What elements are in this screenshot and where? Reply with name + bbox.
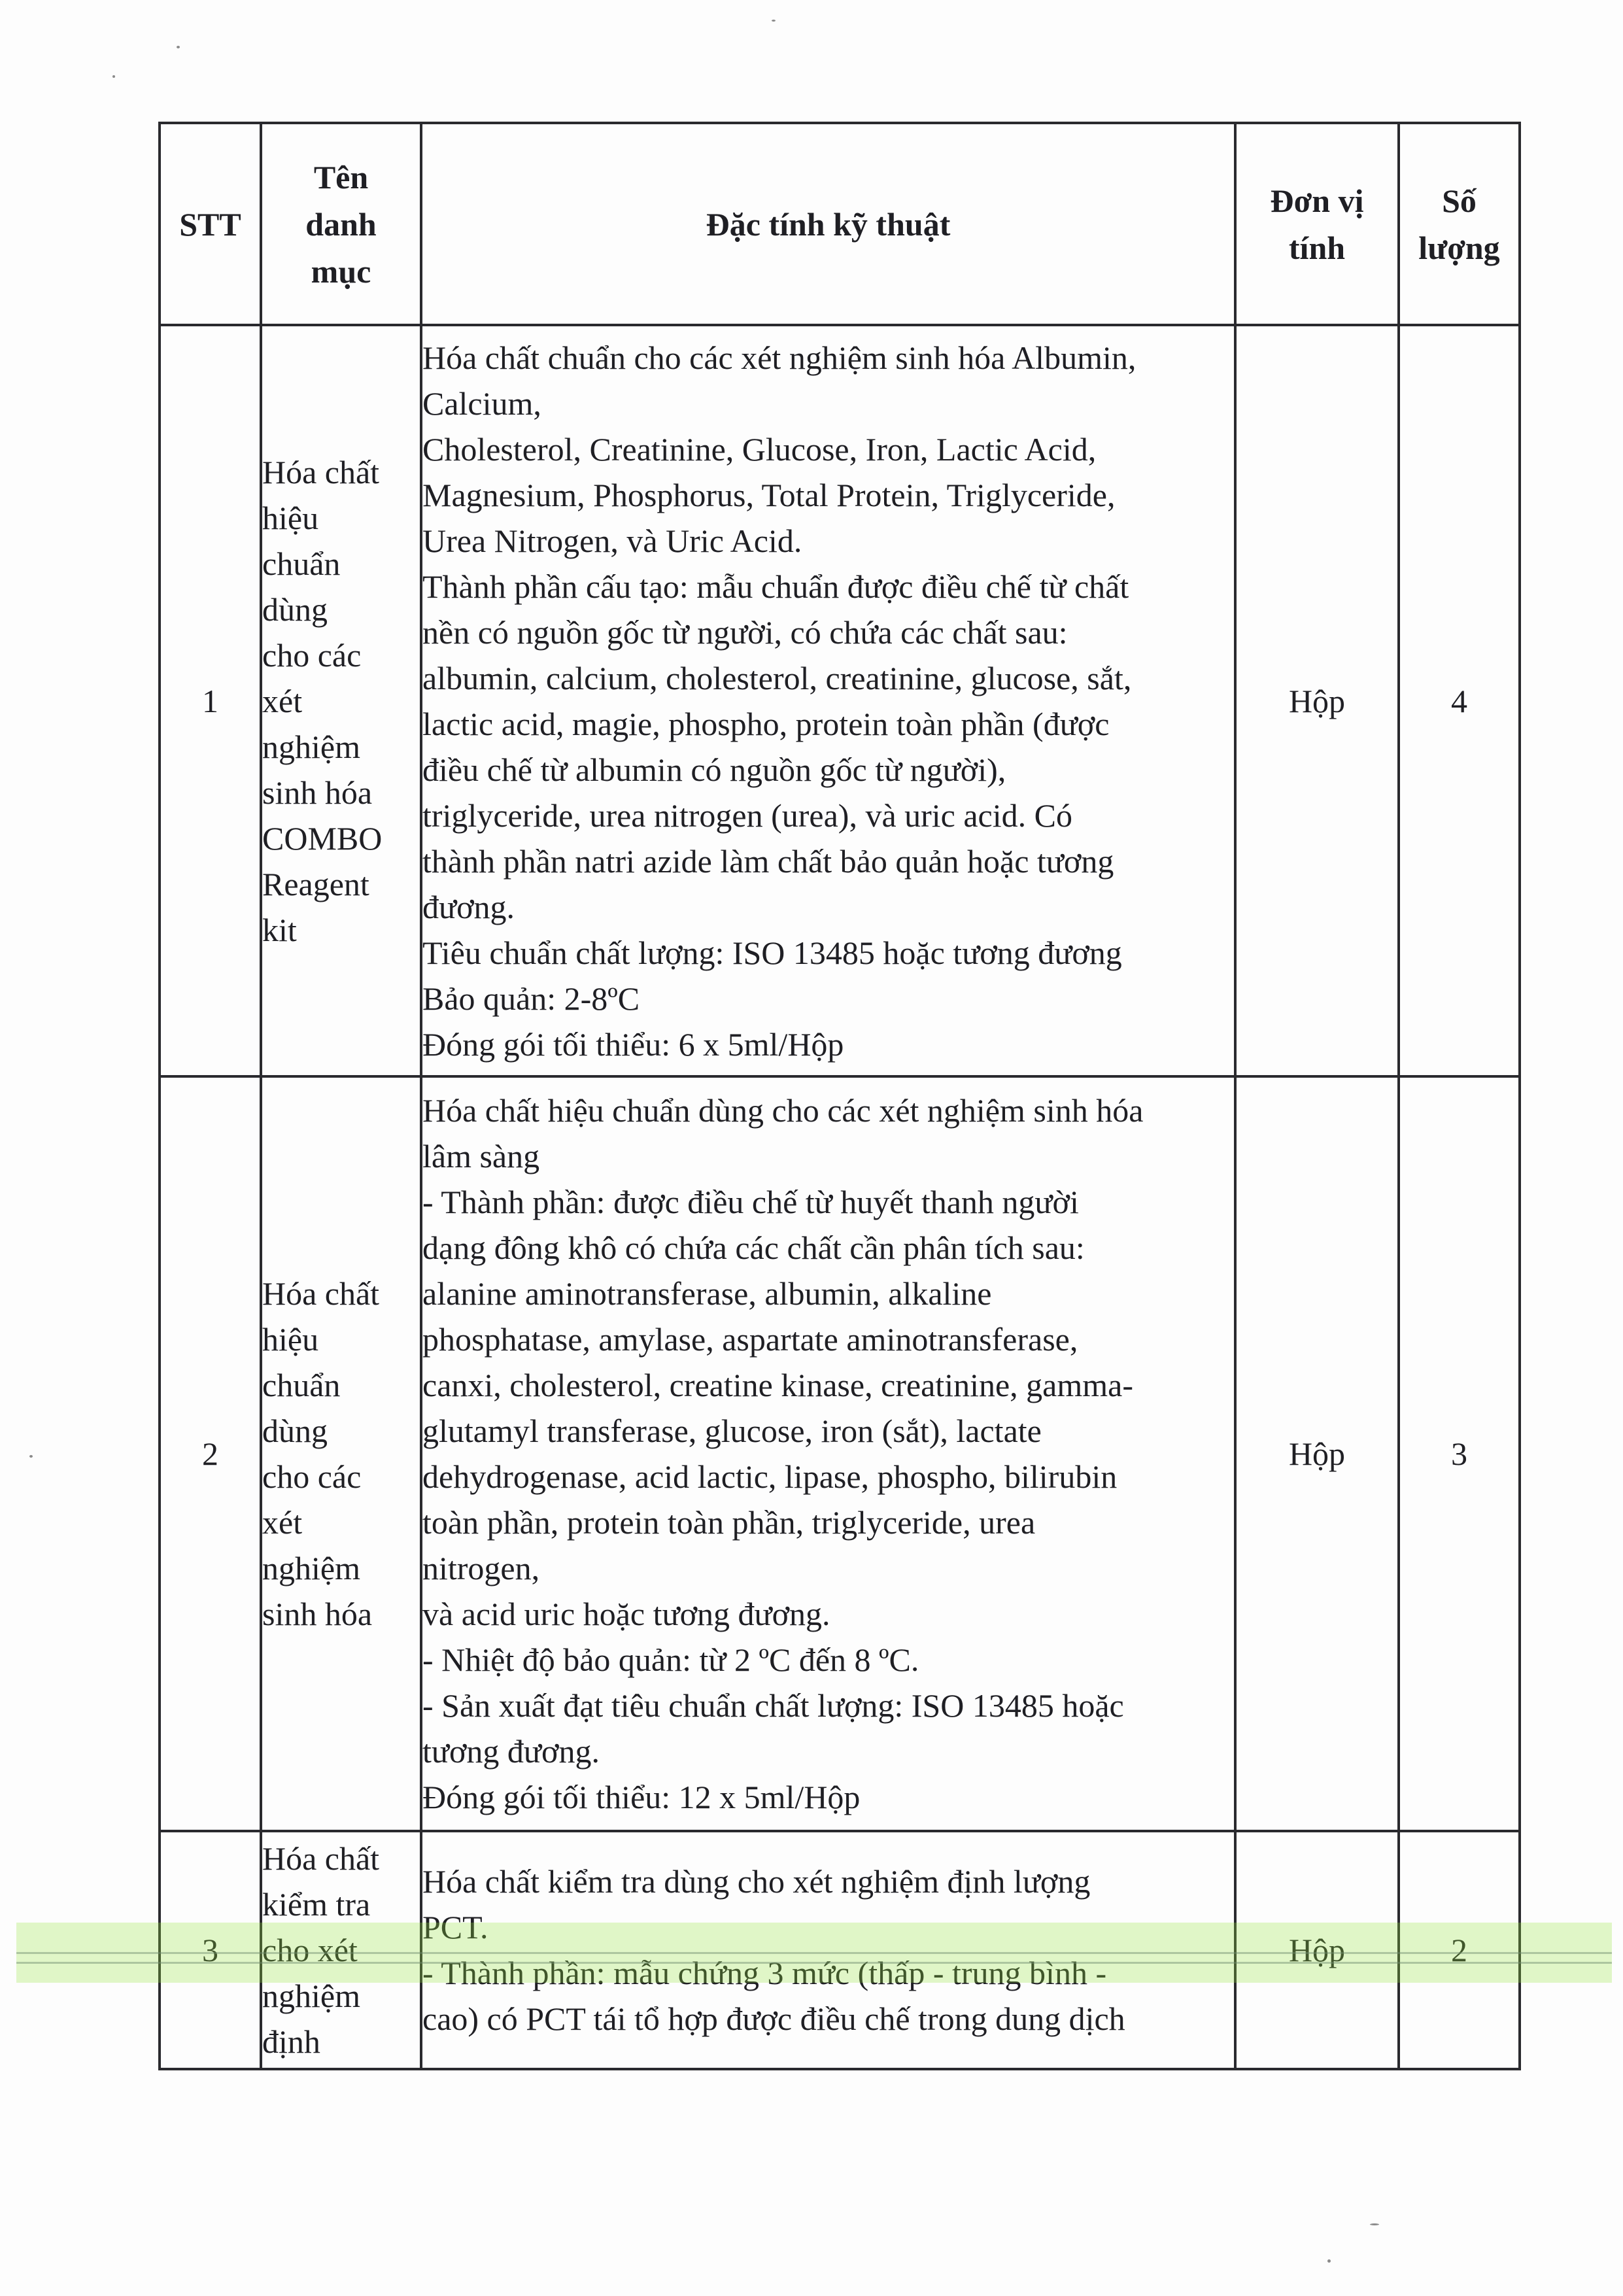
name-line: Reagent	[262, 865, 369, 902]
name-line: Hóa chất	[262, 1840, 380, 1877]
name-line: Hóa chất	[262, 1275, 380, 1312]
spec-line: dehydrogenase, acid lactic, lipase, phospho, bilirubin	[422, 1458, 1118, 1495]
spec-line: tương đương.	[422, 1733, 600, 1770]
row-name	[261, 1076, 421, 1831]
spec-line: Đóng gói tối thiểu: 12 x 5ml/Hộp	[422, 1779, 861, 1815]
scan-speck	[29, 1455, 33, 1458]
name-line: hiệu	[262, 1321, 319, 1358]
name-line: xét	[262, 1504, 303, 1541]
spec-line: phosphatase, amylase, aspartate aminotransferase,	[422, 1321, 1078, 1358]
row-qty: 2	[1399, 1831, 1520, 2069]
spec-line: Thành phần cấu tạo: mẫu chuẩn được điều chế từ chất	[422, 568, 1129, 605]
spec-line: albumin, calcium, cholesterol, creatinine, glucose, sắt,	[422, 659, 1132, 696]
header-spec: Đặc tính kỹ thuật	[421, 123, 1235, 325]
spec-line: - Sản xuất đạt tiêu chuẩn chất lượng: ISO 13485 hoặc	[422, 1687, 1124, 1724]
name-line: Hóa chất	[262, 453, 380, 490]
name-line: chuẩn	[262, 545, 341, 582]
spec-line: dạng đông khô có chứa các chất cần phân tích sau:	[422, 1229, 1085, 1266]
row-unit: Hộp	[1235, 325, 1399, 1076]
spec-line: lactic acid, magie, phospho, protein toàn phần (được	[422, 705, 1110, 742]
scan-speck	[177, 46, 180, 48]
spec-line: Bảo quản: 2-8ºC	[422, 980, 640, 1017]
spec-line: Cholesterol, Creatinine, Glucose, Iron, Lactic Acid,	[422, 430, 1097, 468]
spec-line: Urea Nitrogen, và Uric Acid.	[422, 522, 802, 559]
specification-table	[158, 122, 1521, 2070]
spec-line: - Thành phần: được điều chế từ huyết thanh người	[422, 1184, 1079, 1220]
row-stt: 1	[160, 325, 261, 1076]
scan-speck	[112, 75, 115, 78]
spec-line: Calcium,	[422, 385, 541, 422]
header-qty-line: lượng	[1418, 229, 1500, 266]
spec-line: đương.	[422, 888, 515, 925]
spec-line: Hóa chất hiệu chuẩn dùng cho các xét nghiệm sinh hóa	[422, 1092, 1144, 1129]
header-name-line: danh	[305, 205, 377, 243]
table-row	[160, 1831, 1520, 2069]
spec-line: Hóa chất kiểm tra dùng cho xét nghiệm định lượng	[422, 1863, 1091, 1900]
header-name-line: mục	[311, 252, 371, 290]
name-line: nghiệm	[262, 728, 360, 765]
spec-line: toàn phần, protein toàn phần, triglyceride, urea	[422, 1504, 1036, 1541]
row-spec	[421, 1076, 1235, 1831]
scan-speck	[772, 20, 776, 22]
name-line: COMBO	[262, 819, 383, 857]
name-line: nghiệm	[262, 1978, 360, 2014]
scan-speck	[1327, 2259, 1331, 2263]
row-name	[261, 325, 421, 1076]
name-line: nghiệm	[262, 1550, 360, 1586]
header-stt: STT	[160, 123, 261, 325]
name-line: chuẩn	[262, 1367, 341, 1403]
name-line: xét	[262, 682, 303, 719]
spec-line: nền có nguồn gốc từ người, có chứa các chất sau:	[422, 613, 1068, 651]
row-qty: 3	[1399, 1076, 1520, 1831]
spec-line: cao) có PCT tái tổ hợp được điều chế trong dung dịch	[422, 2000, 1125, 2037]
spec-line: Tiêu chuẩn chất lượng: ISO 13485 hoặc tương đương	[422, 934, 1122, 971]
spec-line: Magnesium, Phosphorus, Total Protein, Triglyceride,	[422, 476, 1116, 513]
name-line: dùng	[262, 1413, 328, 1449]
spec-line: điều chế từ albumin có nguồn gốc từ người),	[422, 751, 1006, 788]
name-line: hiệu	[262, 499, 319, 536]
name-line: định	[262, 2023, 320, 2060]
row-spec	[421, 1831, 1235, 2069]
table-row	[160, 325, 1520, 1076]
name-line: kit	[262, 911, 297, 948]
row-unit: Hộp	[1235, 1076, 1399, 1831]
spec-line: thành phần natri azide làm chất bảo quản hoặc tương	[422, 842, 1114, 880]
spec-line: - Nhiệt độ bảo quản: từ 2 ºC đến 8 ºC.	[422, 1641, 919, 1678]
name-line: cho xét	[262, 1932, 358, 1968]
name-line: sinh hóa	[262, 774, 373, 811]
name-line: dùng	[262, 591, 328, 628]
spec-line: Đóng gói tối thiểu: 6 x 5ml/Hộp	[422, 1025, 844, 1063]
row-stt: 2	[160, 1076, 261, 1831]
spec-line: và acid uric hoặc tương đương.	[422, 1596, 830, 1632]
name-line: sinh hóa	[262, 1596, 373, 1632]
spec-line: glutamyl transferase, glucose, iron (sắt), lactate	[422, 1413, 1042, 1449]
header-unit-line: Đơn vị	[1270, 182, 1364, 219]
spec-line: triglyceride, urea nitrogen (urea), và uric acid. Có	[422, 797, 1072, 834]
table-row	[160, 1076, 1520, 1831]
name-line: cho các	[262, 636, 362, 674]
row-spec	[421, 325, 1235, 1076]
header-qty-line: Số	[1442, 182, 1477, 219]
header-unit-line: tính	[1288, 229, 1346, 266]
spec-line: lâm sàng	[422, 1138, 540, 1174]
name-line: cho các	[262, 1458, 362, 1495]
spec-line: PCT.	[422, 1909, 488, 1945]
spec-line: nitrogen,	[422, 1550, 540, 1586]
spec-line: canxi, cholesterol, creatine kinase, creatinine, gamma-	[422, 1367, 1133, 1403]
row-qty: 4	[1399, 325, 1520, 1076]
header-row	[160, 123, 1520, 325]
header-name-line: Tên	[313, 158, 369, 196]
name-line: kiểm tra	[262, 1886, 371, 1923]
row-stt: 3	[160, 1831, 261, 2069]
header-name	[261, 123, 421, 325]
spec-line: - Thành phần: mẫu chứng 3 mức (thấp - trung bình -	[422, 1955, 1107, 1991]
row-name	[261, 1831, 421, 2069]
spec-line: alanine aminotransferase, albumin, alkaline	[422, 1275, 992, 1312]
scan-speck	[1370, 2223, 1379, 2225]
header-unit	[1235, 123, 1399, 325]
row-unit: Hộp	[1235, 1831, 1399, 2069]
spec-line: Hóa chất chuẩn cho các xét nghiệm sinh hóa Albumin,	[422, 339, 1136, 376]
header-qty	[1399, 123, 1520, 325]
